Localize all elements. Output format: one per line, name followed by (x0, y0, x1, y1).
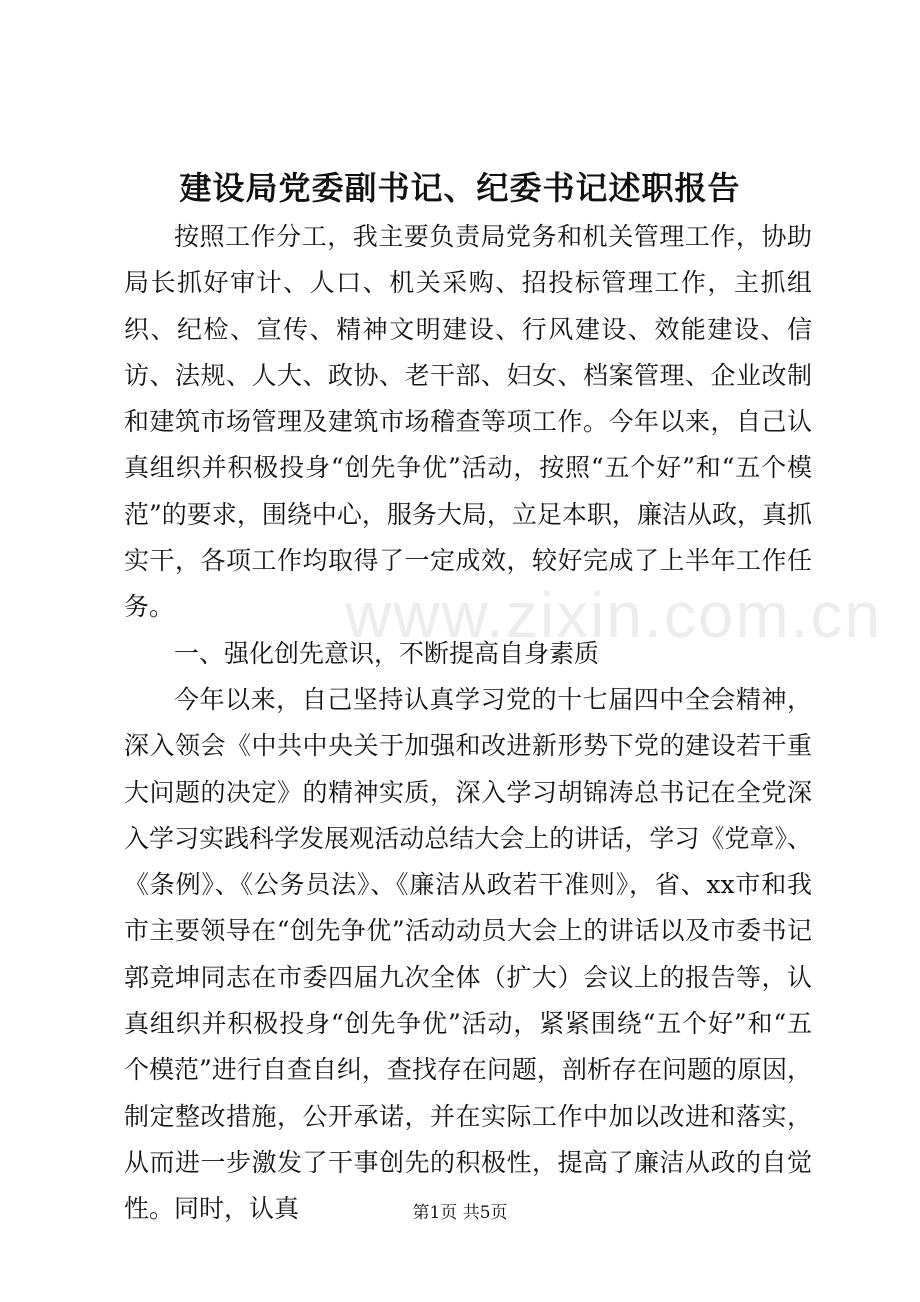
intro-paragraph: 按照工作分工，我主要负责局党务和机关管理工作，协助局长抓好审计、人口、机关采购、招投标管理工作，主抓组织、纪检、宣传、精神文明建设、行风建设、效能建设、信访、法规、人大、政协、老干部、妇女、档案管理、企业改制和建筑市场管理及建筑市场稽查等项工作。今年以来，自己认真组织并积极投身“创先争优”活动，按照“五个好”和“五个模范”的要求，围绕中心，服务大局，立足本职，廉洁从政，真抓实干，各项工作均取得了一定成效，较好完成了上半年工作任务。 (124, 222, 812, 622)
page-footer: 第1页 共5页 (412, 1203, 508, 1223)
section-heading: 一、强化创先意识，不断提高自身素质 (174, 638, 600, 668)
document-body (124, 214, 812, 1233)
document-title: 建设局党委副书记、纪委书记述职报告 (179, 169, 741, 207)
watermark: www.zixin.com.cn (345, 579, 882, 651)
section-paragraph: 今年以来，自己坚持认真学习党的十七届四中全会精神，深入领会《中共中央关于加强和改进新形势下党的建设若干重大问题的决定》的精神实质，深入学习胡锦涛总书记在全党深入学习实践科学发展观活动总结大会上的讲话，学习《党章》、《条例》、《公务员法》、《廉洁从政若干准则》，省、xx市和我市主要领导在“创先争优”活动动员大会上的讲话以及市委书记郭竞坤同志在市委四届九次全体（扩大）会议上的报告等，认真组织并积极投身“创先争优”活动，紧紧围绕“五个好”和“五个模范”进行自查自纠，查找存在问题，剖析存在问题的原因，制定整改措施，公开承诺，并在实际工作中加以改进和落实，从而进一步激发了干事创先的积极性，提高了廉洁从政的自觉性。同时，认真 (124, 684, 812, 1224)
